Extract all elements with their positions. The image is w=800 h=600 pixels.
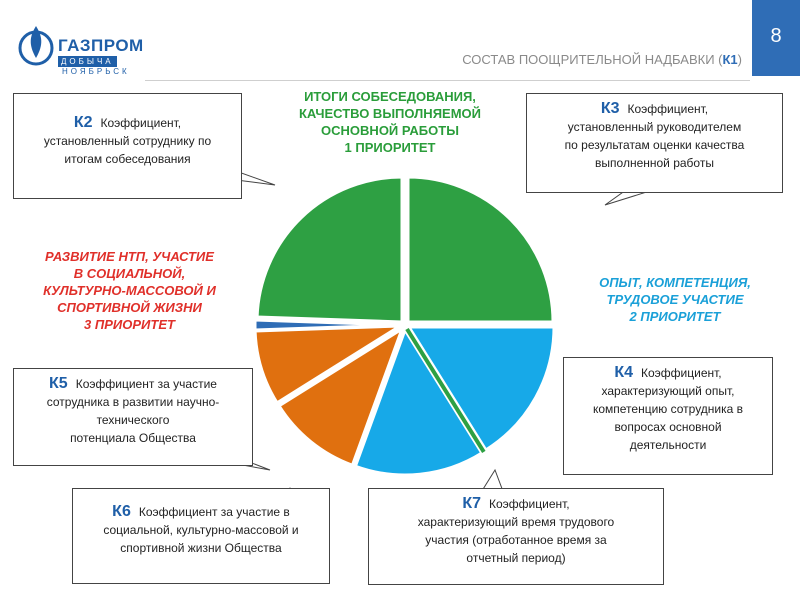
slice-k3	[408, 177, 553, 322]
logo-name: ГАЗПРОМ	[58, 36, 144, 55]
k4-box: К4 Коэффициент, характеризующий опыт, компетенцию сотрудника в вопросах основной деятельности	[563, 357, 773, 475]
priority-1-label: ИТОГИ СОБЕСЕДОВАНИЯ, КАЧЕСТВО ВЫПОЛНЯЕМОЙ ОСНОВНОЙ РАБОТЫ 1 ПРИОРИТЕТ	[299, 89, 481, 155]
logo-line3: НОЯБРЬСК	[62, 67, 130, 76]
page-number: 8	[752, 0, 800, 76]
k2-box: К2 Коэффициент, установленный сотруднику по итогам собеседования	[13, 93, 242, 199]
k3-box: К3 Коэффициент, установленный руководителем по результатам оценки качества выполненной работы	[526, 93, 783, 193]
slice-k2	[257, 177, 402, 322]
k6-box: К6 Коэффициент за участие в социальной, культурно-массовой и спортивной жизни Общества	[72, 488, 330, 584]
priority-3-label: РАЗВИТИЕ НТП, УЧАСТИЕ В СОЦИАЛЬНОЙ, КУЛЬТУРНО-МАССОВОЙ И СПОРТИВНОЙ ЖИЗНИ 3 ПРИОРИТЕТ	[43, 249, 216, 332]
k5-box: К5 Коэффициент за участие сотрудника в развитии научно- технического потенциала Общества	[13, 368, 253, 466]
page-title: СОСТАВ ПООЩРИТЕЛЬНОЙ НАДБАВКИ (К1)	[462, 52, 742, 67]
logo-line2: ДОБЫЧА	[58, 56, 117, 67]
priority-2-label: ОПЫТ, КОМПЕТЕНЦИЯ, ТРУДОВОЕ УЧАСТИЕ 2 ПРИОРИТЕТ	[599, 275, 751, 324]
k7-box: К7 Коэффициент, характеризующий время трудового участия (отработанное время за отчетный период)	[368, 488, 664, 585]
pie-chart	[255, 177, 554, 475]
